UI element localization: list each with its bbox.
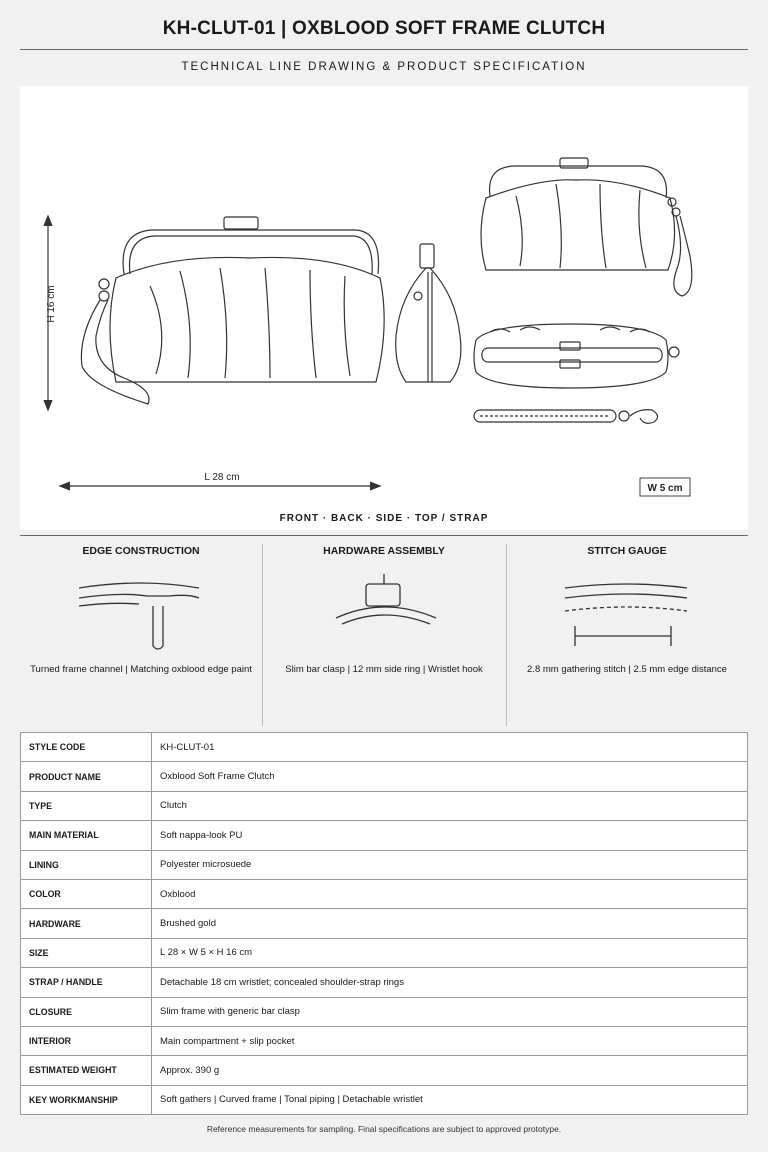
height-label: H 16 cm	[46, 285, 57, 323]
spec-value: KH-CLUT-01	[152, 733, 748, 762]
table-row	[21, 762, 748, 791]
table-row	[21, 821, 748, 850]
spec-value: Detachable 18 cm wristlet; concealed shoulder-strap rings	[152, 968, 748, 997]
spec-key: TYPE	[21, 791, 152, 820]
spec-value: Clutch	[152, 791, 748, 820]
edge-construction-icon	[21, 566, 261, 656]
detail-title: HARDWARE ASSEMBLY	[323, 545, 445, 557]
section-divider	[20, 535, 748, 536]
spec-key: ESTIMATED WEIGHT	[21, 1056, 152, 1085]
table-row	[21, 938, 748, 967]
spec-key: CLOSURE	[21, 997, 152, 1026]
detail-divider	[262, 544, 263, 726]
side-view	[396, 244, 461, 382]
length-label: L 28 cm	[204, 472, 240, 483]
spec-key: PRODUCT NAME	[21, 762, 152, 791]
detail-title: STITCH GAUGE	[587, 545, 667, 557]
front-view	[81, 217, 384, 404]
back-view	[481, 158, 692, 296]
table-row	[21, 791, 748, 820]
length-dimension	[60, 482, 380, 490]
spec-value: Approx. 390 g	[152, 1056, 748, 1085]
table-row	[21, 997, 748, 1026]
table-row	[21, 1085, 748, 1114]
detail-desc: Slim bar clasp | 12 mm side ring | Wristlet hook	[285, 664, 483, 675]
spec-value: Oxblood Soft Frame Clutch	[152, 762, 748, 791]
spec-value: Brushed gold	[152, 909, 748, 938]
strap-view	[474, 410, 658, 424]
spec-value: L 28 × W 5 × H 16 cm	[152, 938, 748, 967]
spec-key: MAIN MATERIAL	[21, 821, 152, 850]
page-subtitle: TECHNICAL LINE DRAWING & PRODUCT SPECIFICATION	[181, 61, 587, 73]
table-row	[21, 850, 748, 879]
spec-table	[20, 732, 748, 1115]
footer-note: Reference measurements for sampling. Final specifications are subject to approved prototype.	[206, 1124, 562, 1134]
stitch-gauge-icon	[507, 566, 747, 656]
table-row	[21, 968, 748, 997]
page-title: KH-CLUT-01 | OXBLOOD SOFT FRAME CLUTCH	[162, 18, 606, 39]
spec-value: Polyester microsuede	[152, 850, 748, 879]
detail-hardware-assembly	[264, 544, 504, 724]
table-row	[21, 1026, 748, 1055]
spec-value: Main compartment + slip pocket	[152, 1026, 748, 1055]
detail-desc: 2.8 mm gathering stitch | 2.5 mm edge distance	[527, 664, 727, 675]
table-row	[21, 1056, 748, 1085]
spec-value: Soft nappa-look PU	[152, 821, 748, 850]
spec-key: KEY WORKMANSHIP	[21, 1085, 152, 1114]
detail-desc: Turned frame channel | Matching oxblood edge paint	[30, 664, 252, 675]
spec-key: LINING	[21, 850, 152, 879]
spec-key: SIZE	[21, 938, 152, 967]
table-row	[21, 733, 748, 762]
technical-drawing-area	[20, 86, 748, 530]
spec-value: Oxblood	[152, 879, 748, 908]
spec-value: Slim frame with generic bar clasp	[152, 997, 748, 1026]
spec-key: HARDWARE	[21, 909, 152, 938]
spec-key: STRAP / HANDLE	[21, 968, 152, 997]
detail-title: EDGE CONSTRUCTION	[82, 545, 200, 557]
spec-key: COLOR	[21, 879, 152, 908]
top-view	[474, 324, 679, 388]
spec-key: INTERIOR	[21, 1026, 152, 1055]
spec-value: Soft gathers | Curved frame | Tonal piping | Detachable wristlet	[152, 1085, 748, 1114]
spec-key: STYLE CODE	[21, 733, 152, 762]
table-row	[21, 879, 748, 908]
table-row	[21, 909, 748, 938]
views-label: FRONT · BACK · SIDE · TOP / STRAP	[279, 513, 489, 524]
title-divider	[20, 49, 748, 50]
hardware-assembly-icon	[264, 566, 504, 656]
clutch-line-drawing	[20, 86, 748, 530]
detail-edge-construction	[21, 544, 261, 724]
detail-stitch-gauge	[507, 544, 747, 724]
width-label: W 5 cm	[647, 483, 683, 494]
